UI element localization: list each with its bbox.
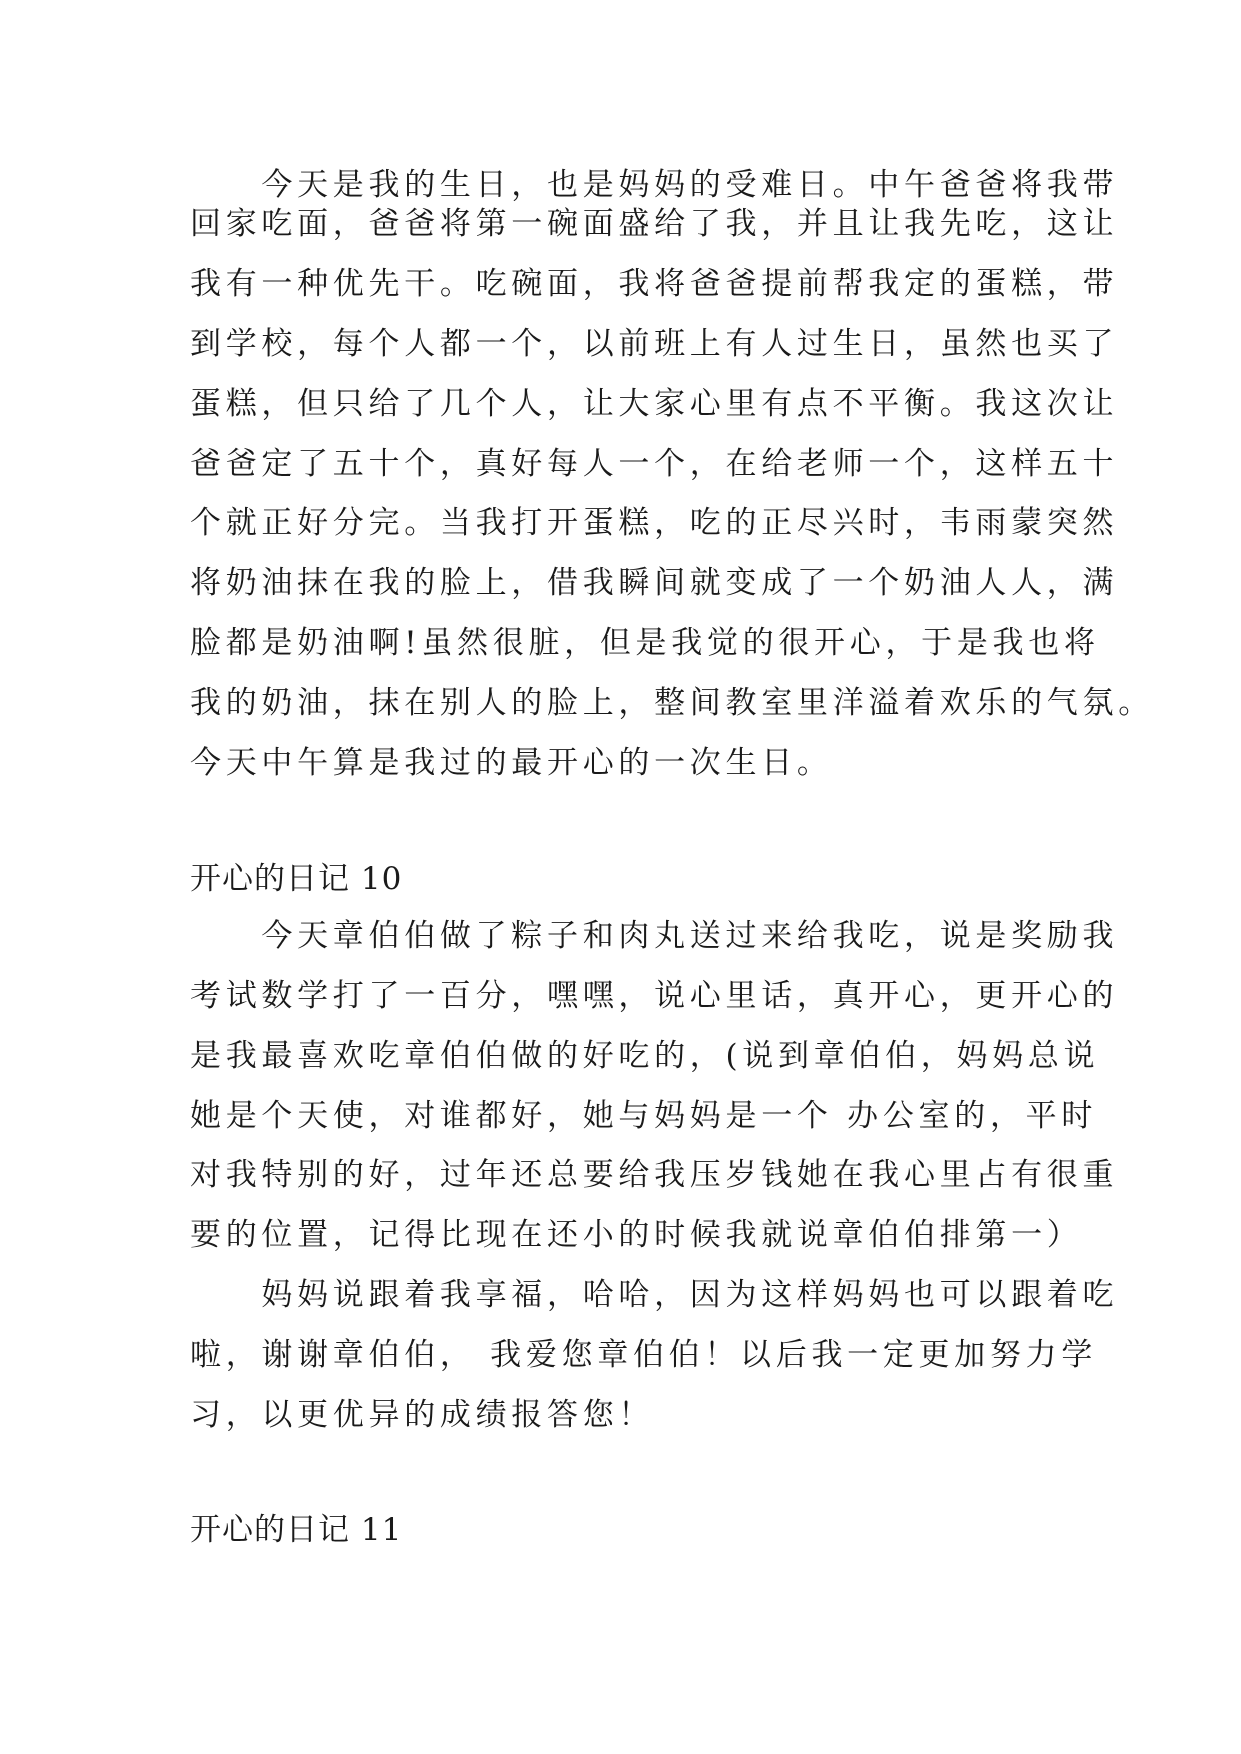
text-line: 今天章伯伯做了粽子和肉丸送过来给我吃，说是奖励我 xyxy=(190,918,1119,954)
text-line: 蛋糕，但只给了几个人，让大家心里有点不平衡。我这次让 xyxy=(190,386,1119,422)
text-line: 要的位置，记得比现在还小的时候我就说章伯伯排第一） xyxy=(190,1217,1083,1253)
text-line: 妈妈说跟着我享福，哈哈，因为这样妈妈也可以跟着吃 xyxy=(190,1277,1119,1313)
section-heading: 开心的日记 10 xyxy=(190,861,403,897)
text-line: 啦，谢谢章伯伯， 我爱您章伯伯！以后我一定更加努力学 xyxy=(190,1337,1098,1373)
text-line: 脸都是奶油啊!虽然很脏，但是我觉的很开心，于是我也将 xyxy=(190,625,1100,661)
text-line: 是我最喜欢吃章伯伯做的好吃的，(说到章伯伯，妈妈总说 xyxy=(190,1038,1100,1074)
text-line: 我有一种优先干。吃碗面，我将爸爸提前帮我定的蛋糕，带 xyxy=(190,266,1119,302)
text-line: 爸爸定了五十个，真好每人一个，在给老师一个，这样五十 xyxy=(190,446,1119,482)
text-line: 我的奶油，抹在别人的脸上，整间教室里洋溢着欢乐的气氛。 xyxy=(190,685,1154,721)
text-line: 今天中午算是我过的最开心的一次生日。 xyxy=(190,745,833,781)
text-line: 对我特别的好，过年还总要给我压岁钱她在我心里占有很重 xyxy=(190,1157,1119,1193)
text-line: 个就正好分完。当我打开蛋糕，吃的正尽兴时，韦雨蒙突然 xyxy=(190,505,1119,541)
text-line: 回家吃面，爸爸将第一碗面盛给了我，并且让我先吃，这让 xyxy=(190,206,1119,242)
text-line: 习，以更优异的成绩报答您！ xyxy=(190,1397,655,1433)
text-line: 到学校，每个人都一个，以前班上有人过生日，虽然也买了 xyxy=(190,326,1119,362)
section-heading: 开心的日记 11 xyxy=(190,1512,403,1548)
text-line: 考试数学打了一百分，嘿嘿，说心里话，真开心，更开心的 xyxy=(190,978,1119,1014)
text-line: 将奶油抹在我的脸上，借我瞬间就变成了一个奶油人人，满 xyxy=(190,565,1119,601)
text-line: 她是个天使，对谁都好，她与妈妈是一个 办公室的，平时 xyxy=(190,1098,1098,1134)
text-line: 今天是我的生日，也是妈妈的受难日。中午爸爸将我带 xyxy=(190,167,1119,203)
